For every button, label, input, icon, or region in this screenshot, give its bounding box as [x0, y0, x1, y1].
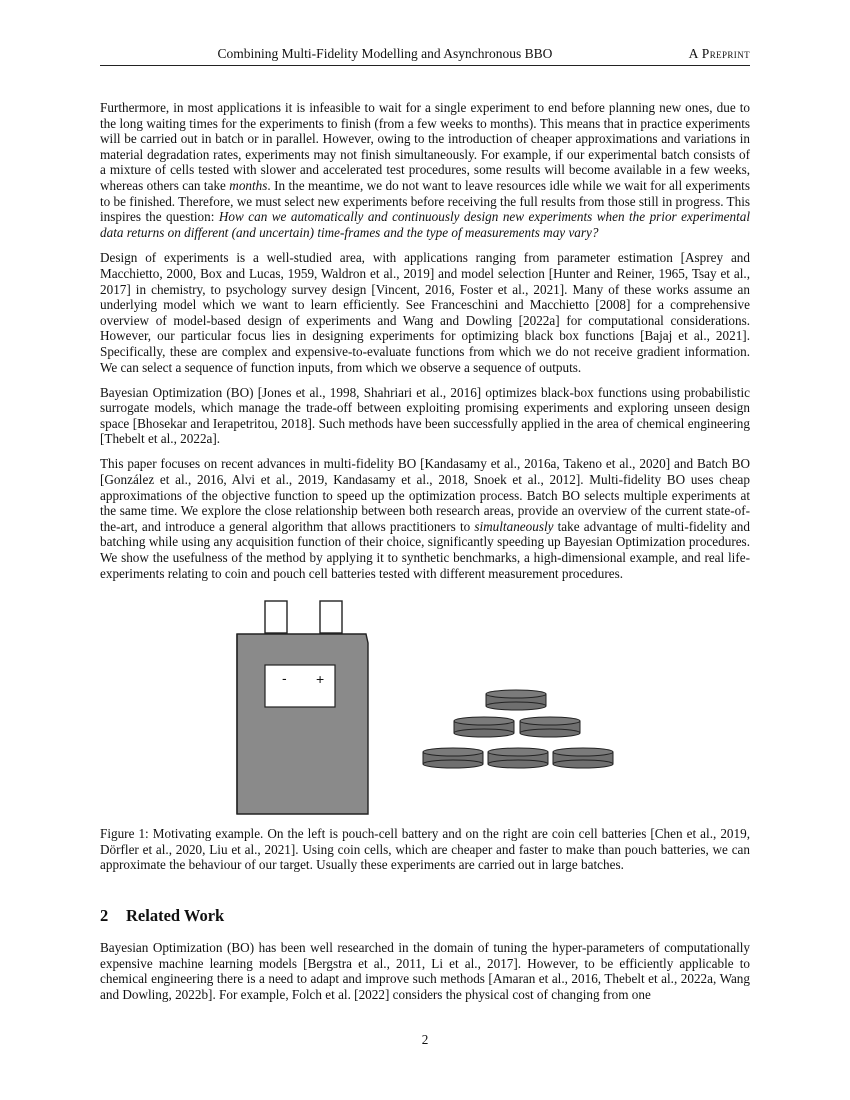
pouch-terminal-left — [265, 601, 287, 633]
paragraph-1: Furthermore, in most applications it is infeasible to wait for a single experiment to end before planning new ones, due to the long waiting times for the experiments to finish (from a few weeks to months). This means that in practice experiments will be carried out in batch or in parallel. However, owing to the introduction of cheaper approximations and variations in material degradation rates, experiments may not finish simultaneously. For example, if our experimental batch consists of a mixture of cells tested with slower and accelerated test procedures, some results will become available in a few weeks, whereas others can take months. In the meantime, we do not want to leave resources idle while we wait for all experiments to be finished. Therefore, we must select new experiments before receiving the full results from those still in progress. This inspires the question: How can we automatically and continuously design new experiments when the prior experimental data returns on different (and uncertain) time-frames and the type of measurements may vary? — [100, 100, 750, 240]
battery-illustration — [100, 595, 750, 827]
pouch-cell-label — [265, 665, 335, 707]
coin-cell-middle-right — [520, 717, 580, 737]
section-number: 2 — [100, 906, 109, 925]
coin-cell-bottom-right — [553, 748, 613, 768]
paragraph-2: Design of experiments is a well-studied area, with applications ranging from parameter estimation [Asprey and Macchietto, 2000, Box and Lucas, 1959, Waldron et al., 2019] and model selection [Hunter and Reiner, 1965, Tsay et al., 2017] in chemistry, to psychology survey design [Vincent, 2016, Foster et al., 2021]. Many of these works assume an underlying model which we want to learn efficiently. See Franceschini and Macchietto [2008] for a comprehensive overview of model-based design of experiments and Wang and Dowling [2022a] for computational considerations. However, our particular focus lies in designing experiments for optimizing black box functions [Bajaj et al., 2021]. Specifically, these are complex and expensive-to-evaluate functions from which we do not receive gradient information. We can select a sequence of function inputs, from which we observe a sequence of outputs. — [100, 250, 750, 375]
coin-cell-bottom-center — [488, 748, 548, 768]
emphasis-months: months — [229, 177, 268, 193]
header-preprint-label: A Preprint — [688, 46, 750, 61]
coin-cell-bottom-left — [423, 748, 483, 768]
section-paragraph: Bayesian Optimization (BO) has been well researched in the domain of tuning the hyper-parameters of computationally expensive machine learning models [Bergstra et al., 2011, Li et al., 2017]. However, to be efficiently applicable to chemical engineering there is a need to adapt and improve such methods [Amaran et al., 2016, Thebelt et al., 2022a, Wang and Dowling, 2022b]. For example, Folch et al. [2022] considers the physical cost of changing from one — [100, 940, 750, 1002]
coin-cell-middle-left — [454, 717, 514, 737]
minus-sign: - — [282, 670, 287, 686]
section-heading — [100, 906, 224, 926]
header-rule — [100, 65, 750, 66]
header-title: Combining Multi-Fidelity Modelling and Asynchronous BBO — [217, 46, 553, 61]
pouch-terminal-right — [320, 601, 342, 633]
research-question: How can we automatically and continuously design new experiments when the prior experimental data returns on different (and uncertain) time-frames and the type of measurements may vary? — [100, 209, 750, 240]
plus-sign: + — [316, 671, 325, 687]
paragraph-3: Bayesian Optimization (BO) [Jones et al., 1998, Shahriari et al., 2016] optimizes black-box functions using probabilistic surrogate models, which manage the trade-off between exploiting promising experiments and exploring unseen design space [Bhosekar and Ierapetritou, 2018]. Such methods have been successfully applied in the area of chemical engineering [Thebelt et al., 2022a]. — [100, 384, 750, 447]
figure-1 — [100, 595, 750, 827]
pouch-cell-battery — [237, 634, 368, 814]
paragraph-4: This paper focuses on recent advances in multi-fidelity BO [Kandasamy et al., 2016a, Takeno et al., 2020] and Batch BO [González et al., 2016, Alvi et al., 2019, Kandasamy et al., 2018, Snoek et al., 2012]. Multi-fidelity BO uses cheap approximations of the objective function to speed up the optimization process. Batch BO selects multiple experiments at the same time. We explore the close relationship between both research areas, provide an overview of the current state-of-the-art, and introduce a general algorithm that allows practitioners to simultaneously take advantage of multi-fidelity and batching while using any acquisition function of their choice, significantly speeding up Bayesian Optimization procedures. We show the usefulness of the method by applying it to synthetic benchmarks, a high-dimensional example, and real life-experiments relating to coin and pouch cell batteries tested with different measurement procedures. — [100, 456, 750, 581]
page-number: 2 — [421, 1032, 429, 1047]
main-text — [100, 100, 750, 591]
coin-cell-top — [486, 690, 546, 710]
running-header — [100, 46, 750, 64]
section-title: Related Work — [126, 906, 225, 925]
emphasis-simultaneously: simultaneously — [474, 518, 554, 534]
figure-caption: Figure 1: Motivating example. On the left is pouch-cell battery and on the right are coin cell batteries [Chen et al., 2019, Dörfler et al., 2020, Liu et al., 2021]. Using coin cells, which are cheaper and faster to make than pouch batteries, we can approximate the behaviour of our target. Usually these experiments are carried out in large batches. — [100, 826, 750, 873]
